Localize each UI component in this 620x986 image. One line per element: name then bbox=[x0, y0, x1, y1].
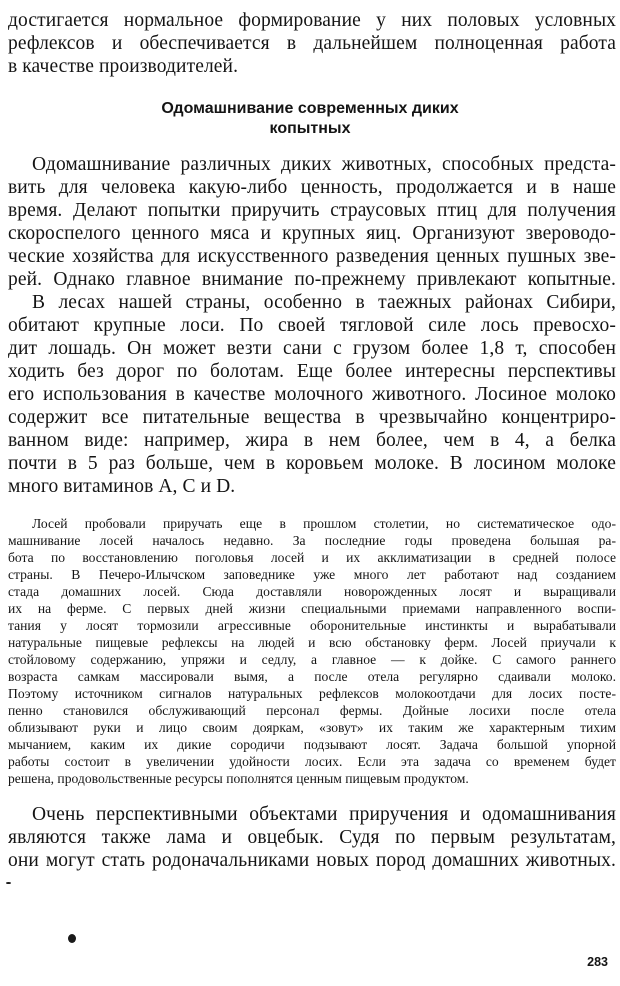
note-line: машнивание лосей началось недавно. За последние годы проведена большая ра- bbox=[8, 533, 616, 548]
page-number: 283 bbox=[587, 955, 608, 969]
note-line: их на ферме. С первых дней жизни специальными приемами направленного воспи- bbox=[8, 601, 616, 616]
note-line: пенно становился обслуживающий персонал фермы. Дойные лосихи после отела bbox=[8, 703, 616, 718]
note-line: Поэтому источником сигналов натуральных рефлексов молокоотдачи для лосих посте- bbox=[8, 686, 616, 701]
note-line: стойловому содержанию, упряжи и седлу, а главное — к дойке. С самого раннего bbox=[8, 652, 616, 667]
text-line: рефлексов и обеспечивается в дальнейшем полноценная работа bbox=[8, 33, 616, 54]
text-line: много витаминов А, С и D. bbox=[8, 476, 236, 497]
text-line: дит лошадь. Он может везти сани с грузом более 1,8 т, способен bbox=[8, 338, 616, 359]
text-line: ходить без дорог по болотам. Еще более интересны перспективы bbox=[8, 361, 616, 382]
text-line: скороспелого ценного мяса и крупных яиц. Организуют звероводо- bbox=[8, 223, 616, 244]
note-line: Лосей пробовали приручать еще в прошлом столетии, но систематическое одо- bbox=[32, 516, 616, 531]
text-line: В лесах нашей страны, особенно в таежных районах Сибири, bbox=[32, 292, 616, 313]
text-line: его использования в качестве молочного животного. Лосиное молоко bbox=[8, 384, 616, 405]
text-line: почти в 5 раз больше, чем в коровьем молоке. В лосином молоке bbox=[8, 453, 616, 474]
note-line: страны. В Печеро-Илычском заповеднике уже много лет работают над созданием bbox=[8, 567, 616, 582]
section-heading-line-1: Одомашнивание современных диких bbox=[161, 100, 459, 117]
text-line: являются также лама и овцебык. Судя по первым результатам, bbox=[8, 827, 616, 848]
note-line: облизывают руки и лицо своим дояркам, «зовут» их таким же характерным тихим bbox=[8, 720, 616, 735]
section-heading-line-2: копытных bbox=[269, 120, 351, 137]
text-line: в качестве производителей. bbox=[8, 56, 239, 77]
text-line: содержит все питательные вещества в чрезвычайно концентриро- bbox=[8, 407, 616, 428]
note-line: стада домашних лосей. Сюда доставляли новорожденных лосят и выращивали bbox=[8, 584, 616, 599]
note-line: работы состоит в увеличении удойности лосих. Если эта задача со временем будет bbox=[8, 754, 616, 769]
text-line: Одомашнивание различных диких животных, способных предста- bbox=[32, 154, 616, 175]
text-line: рей. Однако главное внимание по-прежнему привлекают копытные. bbox=[8, 269, 616, 290]
ink-blot bbox=[68, 934, 76, 943]
note-line: бота по восстановлению поголовья лосей и их акклиматизации в средней полосе bbox=[8, 550, 616, 565]
text-line: достигается нормальное формирование у них половых условных bbox=[8, 10, 616, 31]
text-line: ванном виде: например, жира в нем более, чем в 4, а белка bbox=[8, 430, 616, 451]
text-line: ческие хозяйства для искусственного разведения ценных пушных зве- bbox=[8, 246, 616, 267]
note-line: решена, продовольственные ресурсы пополнятся ценным пищевым продуктом. bbox=[8, 771, 469, 786]
text-line: обитают крупные лоси. По своей тягловой силе лось превосхо- bbox=[8, 315, 616, 336]
text-line: вить для человека какую-либо ценность, продолжается и в наше bbox=[8, 177, 616, 198]
note-line: возраста самкам массировали вымя, а после отела регулярно сдаивали молоко. bbox=[8, 669, 616, 684]
text-line: Очень перспективными объектами приручения и одомашнивания bbox=[32, 804, 616, 825]
note-line: тания у лосят тормозили агрессивные оборонительные инстинкты и вырабатывали bbox=[8, 618, 616, 633]
note-line: натуральные пищевые рефлексы на людей и всю обстановку ферм. Лосей приучали к bbox=[8, 635, 616, 650]
text-line: они могут стать родоначальниками новых пород домашних животных. bbox=[8, 850, 616, 871]
scan-speck bbox=[6, 882, 11, 884]
note-line: мычанием, каким их дикие сородичи подзывают лосят. Задача большой упорной bbox=[8, 737, 616, 752]
text-line: время. Делают попытки приручить страусовых птиц для получения bbox=[8, 200, 616, 221]
